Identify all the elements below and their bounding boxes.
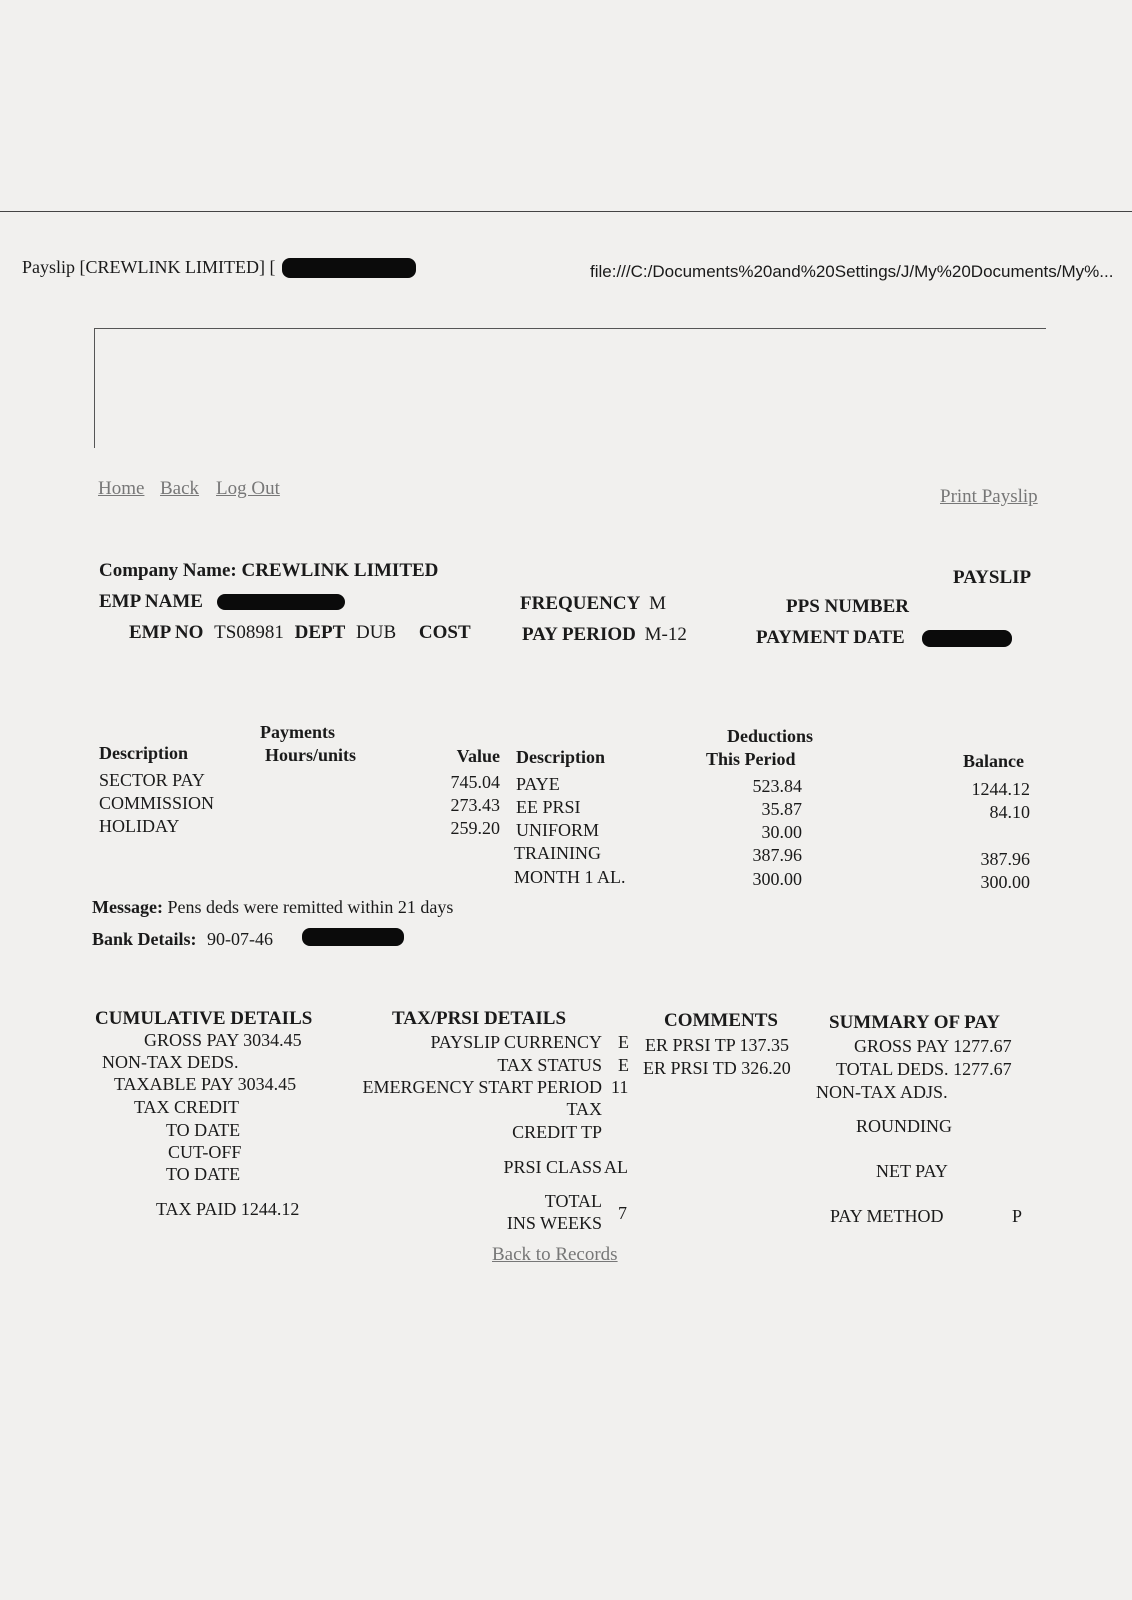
payslip-heading: PAYSLIP (953, 567, 1032, 588)
cum-nontax-label: NON-TAX DEDS. (102, 1052, 239, 1072)
cum-gross-pay (144, 1030, 302, 1051)
cum-taxable-pay (114, 1074, 296, 1095)
emp-no-value: TS08981 (214, 622, 284, 643)
tax-label: TAX (566, 1099, 602, 1119)
emergency-label: EMERGENCY START PERIOD (362, 1077, 602, 1097)
deduction-amount-0: 523.84 (752, 776, 802, 796)
cum-taxable-value: 3034.45 (237, 1074, 297, 1094)
value-header: Value (456, 746, 500, 766)
summary-title: SUMMARY OF PAY (829, 1012, 1001, 1033)
redacted-emp-name (217, 594, 345, 610)
pps-number-label: PPS NUMBER (786, 596, 909, 617)
payment-value-0: 745.04 (450, 772, 500, 792)
summary-nontax-label: NON-TAX ADJS. (816, 1082, 948, 1102)
cum-tax-credit-label: TAX CREDIT (134, 1097, 240, 1117)
company-name-label: Company Name: (99, 560, 237, 581)
redacted-payment-date (922, 630, 1012, 647)
summary-gross-label: GROSS PAY (854, 1036, 949, 1056)
deduction-desc-0: PAYE (516, 774, 560, 794)
summary-pay-method-label: PAY METHOD (830, 1206, 944, 1226)
payment-desc-2: HOLIDAY (99, 816, 180, 836)
back-link[interactable]: Back (160, 478, 200, 499)
back-to-records-link[interactable]: Back to Records (492, 1244, 618, 1265)
bank-sort-code: 90-07-46 (207, 929, 274, 949)
emp-no-label: EMP NO (129, 622, 204, 643)
print-header-url: file:///C:/Documents%20and%20Settings/J/My%20Documents/My%... (590, 262, 1114, 281)
cum-tax-paid (156, 1199, 299, 1220)
banner-left-border (94, 328, 95, 448)
summary-deds-label: TOTAL DEDS. (836, 1059, 949, 1079)
deduction-amount-1: 35.87 (761, 799, 802, 819)
summary-deds-value: 1277.67 (953, 1059, 1012, 1079)
summary-gross-value: 1277.67 (953, 1036, 1012, 1056)
total-label: TOTAL (544, 1191, 602, 1211)
prsi-class-value: AL (604, 1157, 628, 1177)
deduction-desc-2: UNIFORM (516, 820, 600, 840)
payment-value-2: 259.20 (450, 818, 500, 838)
payment-desc-0: SECTOR PAY (99, 770, 205, 790)
credit-tp-label: CREDIT TP (512, 1122, 602, 1142)
emp-no-row (129, 622, 471, 644)
pay-period-value: M-12 (644, 624, 687, 645)
tax-currency-value: E (618, 1032, 629, 1052)
cum-taxable-label: TAXABLE PAY (114, 1074, 234, 1094)
emp-name-label: EMP NAME (99, 591, 203, 612)
message-text: Pens deds were remitted within 21 days (167, 897, 454, 917)
cum-gross-pay-label: GROSS PAY (144, 1030, 239, 1050)
pay-period-row (522, 624, 687, 646)
banner-top-border (94, 328, 1046, 329)
payment-value-1: 273.43 (450, 795, 500, 815)
print-header-title: Payslip [CREWLINK LIMITED] [ (22, 257, 276, 277)
tax-status-label: TAX STATUS (497, 1055, 602, 1075)
company-name: CREWLINK LIMITED (241, 560, 439, 581)
bank-row (92, 929, 273, 950)
ins-weeks-label: INS WEEKS (506, 1213, 602, 1233)
home-link[interactable]: Home (98, 478, 145, 499)
payments-header: Payments (260, 722, 335, 742)
cost-label: COST (418, 622, 471, 643)
company-label (99, 560, 438, 582)
deductions-desc-header: Description (516, 747, 605, 767)
deduction-balance-1: 84.10 (989, 802, 1030, 822)
tax-currency-label: PAYSLIP CURRENCY (430, 1032, 602, 1052)
deduction-desc-3: TRAINING (514, 843, 601, 863)
deductions-header: Deductions (726, 726, 813, 746)
dept-label: DEPT (294, 622, 346, 643)
deduction-amount-2: 30.00 (761, 822, 802, 842)
ins-weeks-value: 7 (618, 1203, 627, 1223)
deduction-desc-1: EE PRSI (516, 797, 581, 817)
print-payslip-link[interactable]: Print Payslip (940, 486, 1038, 507)
frequency-row (520, 593, 666, 615)
prsi-class-label: PRSI CLASS (503, 1157, 602, 1177)
deduction-balance-0: 1244.12 (971, 779, 1030, 799)
page-top-rule (0, 211, 1132, 212)
message-row (92, 897, 453, 918)
this-period-header: This Period (706, 749, 796, 769)
redacted-employee-name (282, 258, 416, 278)
cumulative-title: CUMULATIVE DETAILS (95, 1008, 313, 1029)
taxprsi-title: TAX/PRSI DETAILS (392, 1008, 567, 1029)
hours-units-header: Hours/units (265, 745, 357, 765)
bank-label: Bank Details: (92, 929, 197, 949)
comments-line-2: ER PRSI TD 326.20 (643, 1058, 791, 1078)
payment-desc-1: COMMISSION (99, 793, 215, 813)
comments-title: COMMENTS (664, 1010, 778, 1031)
message-label: Message: (92, 897, 163, 917)
frequency-label: FREQUENCY (520, 593, 641, 614)
balance-header: Balance (963, 751, 1024, 771)
deduction-desc-4: MONTH 1 AL. (514, 867, 626, 887)
logout-link[interactable]: Log Out (216, 478, 280, 499)
cum-tax-paid-value: 1244.12 (240, 1199, 300, 1219)
deduction-amount-4: 300.00 (752, 869, 802, 889)
comments-line-1: ER PRSI TP 137.35 (645, 1035, 790, 1055)
deduction-balance-3: 387.96 (980, 849, 1030, 869)
payment-date-label: PAYMENT DATE (756, 627, 905, 648)
deduction-balance-4: 300.00 (980, 872, 1030, 892)
pay-period-label: PAY PERIOD (522, 624, 636, 645)
deduction-amount-3: 387.96 (752, 845, 802, 865)
tax-status-value: E (618, 1055, 629, 1075)
cum-gross-pay-value: 3034.45 (243, 1030, 302, 1050)
summary-pay-method-value: P (1012, 1206, 1023, 1226)
summary-net-pay-label: NET PAY (876, 1161, 948, 1181)
summary-gross (854, 1036, 1012, 1057)
cum-cutoff-label: CUT-OFF (168, 1142, 242, 1162)
cum-tax-paid-label: TAX PAID (156, 1199, 237, 1219)
summary-rounding-label: ROUNDING (856, 1116, 952, 1136)
cum-to-date-2: TO DATE (166, 1164, 241, 1184)
redacted-bank-account (302, 928, 404, 946)
emergency-value: 11 (611, 1077, 629, 1097)
payments-desc-header: Description (99, 743, 188, 763)
summary-deds (836, 1059, 1012, 1080)
dept-value: DUB (356, 622, 397, 643)
cum-to-date-1: TO DATE (166, 1120, 241, 1140)
frequency-value: M (649, 593, 666, 614)
